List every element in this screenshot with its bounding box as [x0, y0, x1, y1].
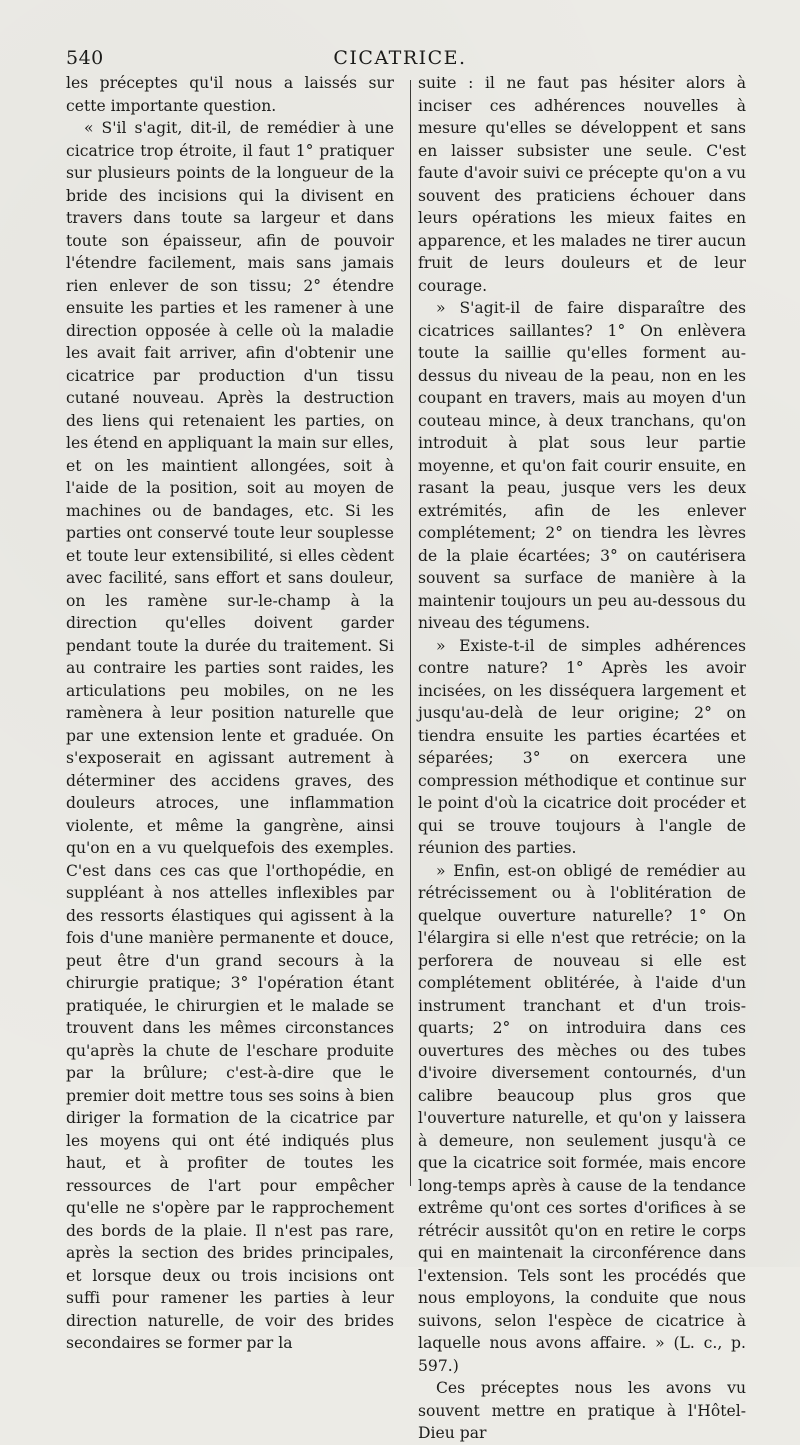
left-column — [66, 72, 394, 1355]
running-title: CICATRICE. — [333, 47, 467, 69]
paragraph: suite : il ne faut pas hésiter alors à inciser ces adhérences nouvelles à mesure qu'elles se développent et sans en laisser subsister une seule. C'est faute d'avoir suivi ce précepte qu'on a vu souvent des praticiens échouer dans leurs opérations les mieux faites en apparence, et les malades ne tirer aucun fruit de leurs douleurs et de leur courage. — [418, 74, 746, 295]
column-divider — [410, 80, 411, 1186]
paragraph: les préceptes qu'il nous a laissés sur cette importante question. — [66, 74, 394, 115]
paragraph: « S'il s'agit, dit-il, de remédier à une cicatrice trop étroite, il faut 1° pratiquer sur plusieurs points de la longueur de la bride des incisions qui la divisent en travers dans toute sa largeur et dans toute son épaisseur, afin de pouvoir l'étendre facilement, mais sans jamais rien enlever de son tissu; 2° étendre ensuite les parties et les ramener à une direction opposée à celle où la maladie les avait fait arriver, afin d'obtenir une cicatrice par production d'un tissu cutané nouveau. Après la destruction des liens qui retenaient les parties, on les étend en appliquant la main sur elles, et on les maintient allongées, soit à l'aide de la position, soit au moyen de machines ou de bandages, etc. Si les parties ont conservé toute leur souplesse et toute leur extensibilité, si elles cèdent avec facilité, sans effort et sans douleur, on les ramène sur-le-champ à la direction qu'elles doivent garder pendant toute la durée du traitement. Si au contraire les parties sont raides, les articulations peu mobiles, on ne les ramènera à leur position naturelle que par une extension lente et graduée. On s'exposerait en agissant autrement à déterminer des accidens graves, des douleurs atroces, une inflammation violente, et même la gangrène, ainsi qu'on en a vu quelquefois des exemples. C'est dans ces cas que l'orthopédie, en suppléant à nos attelles inflexibles par des ressorts élastiques qui agissent à la fois d'une manière permanente et douce, peut être d'un grand secours à la chirurgie pratique; 3° l'opération étant pratiquée, le chirurgien et le malade se trouvent dans les mêmes circonstances qu'après la chute de l'eschare produite par la brûlure; c'est-à-dire que le premier doit mettre tous ses soins à bien diriger la formation de la cicatrice par les moyens qui ont été indiqués plus haut, et à profiter de toutes les ressources de l'art pour empêcher qu'elle ne s'opère par le rapprochement des bords de la plaie. Il n'est pas rare, après la section des brides principales, et lorsque deux ou trois incisions ont suffi pour ramener les parties à leur direction naturelle, de voir des brides secondaires se former par la — [66, 119, 394, 1352]
right-column — [418, 72, 746, 1445]
paragraph: Ces préceptes nous les avons vu souvent mettre en pratique à l'Hôtel-Dieu par — [418, 1379, 746, 1442]
paragraph: » Existe-t-il de simples adhérences contre nature? 1° Après les avoir incisées, on les disséquera largement et jusqu'au-delà de leur origine; 2° on tiendra ensuite les parties écartées et séparées; 3° on exercera une compression méthodique et continue sur le point d'où la cicatrice doit procéder et qui se trouve toujours à l'angle de réunion des parties. — [418, 636, 746, 857]
paragraph: » Enfin, est-on obligé de remédier au rétrécissement ou à l'oblitération de quelque ouverture naturelle? 1° On l'élargira si elle n'est que retrécie; on la perforera de nouveau si elle est complétement oblitérée, à l'aide d'un instrument tranchant et d'un trois-quarts; 2° on introduira dans ces ouvertures des mèches ou des tubes d'ivoire diversement contournés, d'un calibre beaucoup plus gros que l'ouverture naturelle, et qu'on y laissera à demeure, non seulement jusqu'à ce que la cicatrice soit formée, mais encore long-temps après à cause de la tendance extrême qu'ont ces sortes d'orifices à se rétrécir aussitôt qu'on en retire le corps qui en maintenait la circonférence dans l'extension. Tels sont les procédés que nous employons, la conduite que nous suivons, selon l'espèce de cicatrice à laquelle nous avons affaire. » (L. c., p. 597.) — [418, 861, 746, 1375]
paragraph: » S'agit-il de faire disparaître des cicatrices saillantes? 1° On enlèvera toute la saillie qu'elles forment au-dessus du niveau de la peau, non en les coupant en travers, mais au moyen d'un couteau mince, à deux tranchans, qu'on introduit à plat sous leur partie moyenne, et qu'on fait courir ensuite, en rasant la peau, jusque vers les deux extrémités, afin de les enlever complétement; 2° on tiendra les lèvres de la plaie écartées; 3° on cautérisera souvent sa surface de manière à la maintenir toujours un peu au-dessous du niveau des tégumens. — [418, 299, 746, 632]
page-number: 540 — [66, 47, 104, 69]
